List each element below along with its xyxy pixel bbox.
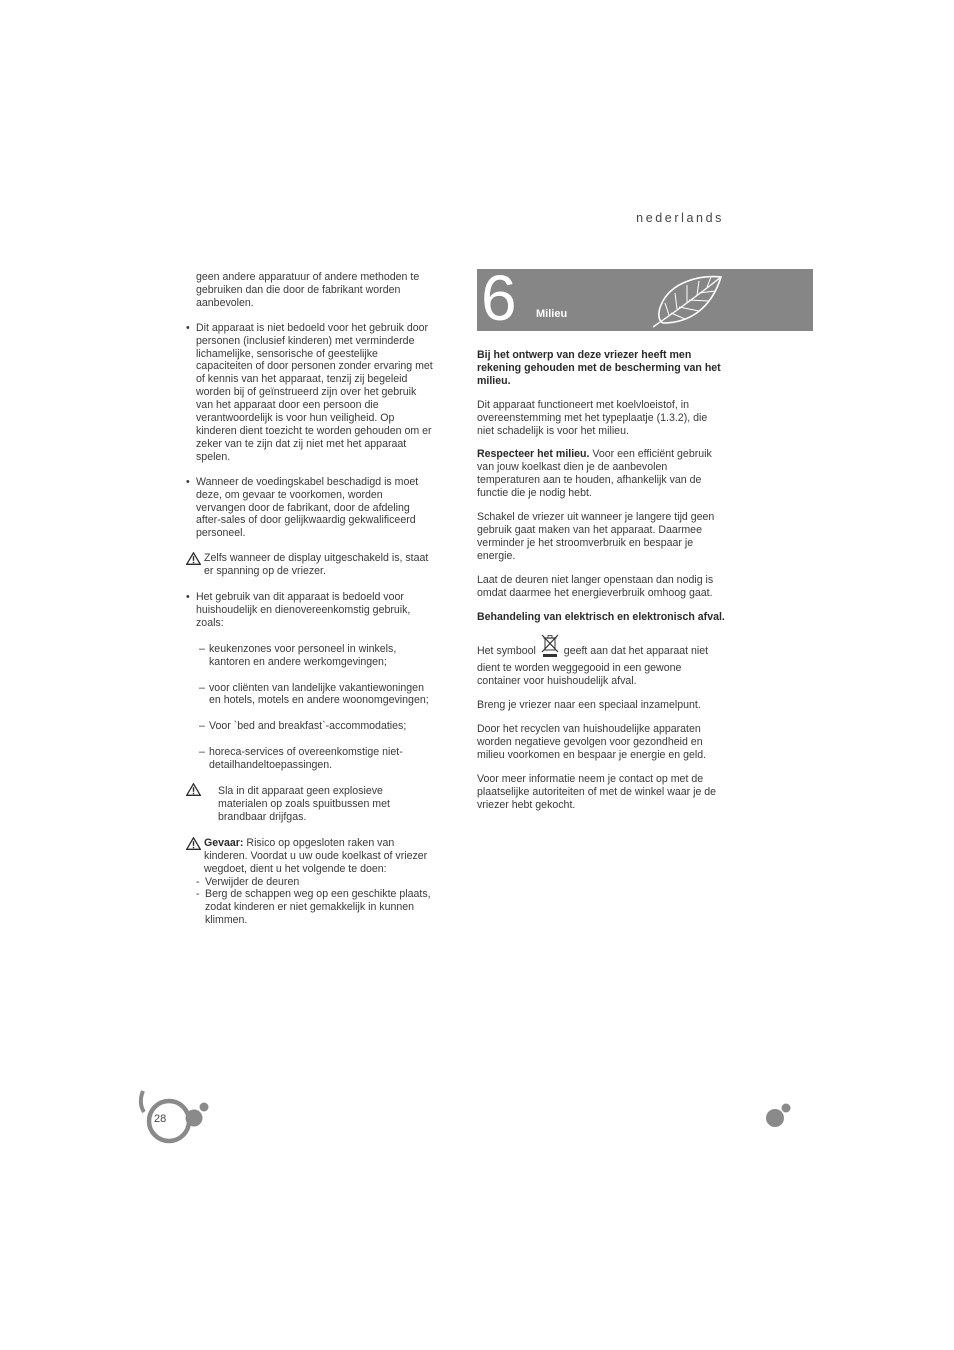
paragraph-more-info: Voor meer informatie neem je contact op met de plaatselijke autoriteiten of met de winkel waar je de vriezer hebt gekocht. [477,772,717,811]
paragraph-symbol [477,634,725,688]
bullet-marker: • [186,321,190,334]
dash-marker: – [199,720,205,733]
danger-step [186,888,434,927]
bullet-power-cable [186,476,434,541]
danger-step [186,876,434,889]
use-item [186,643,434,669]
paragraph-respect [477,448,725,500]
use-item [186,682,434,708]
warning-icon [186,837,201,854]
warning-explosive [186,785,434,824]
hyphen-marker: - [196,875,200,888]
paragraph-doors: Laat de deuren niet langer openstaan dan nodig is omdat daarmee het energieverbruik omhoog gaat. [477,573,714,599]
bullet-text: Dit apparaat is niet bedoeld voor het gebruik door personen (inclusief kinderen) met verminderde lichamelijke, sensorische of geestelijke capaciteiten of door personen zonder ervaring met of kennis van het apparaat, tenzij zij begeleid worden bij of geïnstrueerd zijn over het gebruik van het apparaat door een persoon die verantwoordelijk is voor hun veiligheid. Op kinderen dient toezicht te worden gehouden om er zeker van te zijn dat zij niet met het apparaat spelen. [196,321,433,463]
bullet-text: Het gebruik van dit apparaat is bedoeld voor huishoudelijk en dienovereenkomstig gebruik, zoals: [196,591,411,629]
hyphen-marker: - [196,888,200,901]
warning-text: Zelfs wanneer de display uitgeschakeld is, staat er spanning op de vriezer. [204,552,429,578]
page-number-badge-icon [138,1088,218,1148]
waste-heading: Behandeling van elektrisch en elektronisch afval. [477,610,725,623]
warning-icon [186,552,201,569]
crossed-bin-icon [540,634,560,662]
symbol-text-after: geeft aan dat het apparaat niet dient te worden weggegooid in een gewone container voor huishoudelijk afval. [477,645,709,688]
section-banner [477,262,813,334]
dash-marker: – [199,746,205,759]
intro-continuation: geen andere apparatuur of andere methoden te gebruiken dan die door de fabrikant worden aanbevolen. [196,271,420,309]
paragraph-refrigerant: Dit apparaat functioneert met koelvloeistof, in overeenstemming met het typeplaatje (1.3.2), die niet schadelijk is voor het milieu. [477,398,708,437]
dash-marker: – [199,681,205,694]
danger-step-text: Berg de schappen weg op een geschikte plaats, zodat kinderen er niet gemakkelijk in kunnen klimmen. [205,888,431,927]
paragraph-switch-off: Schakel de vriezer uit wanneer je langere tijd geen gebruik gaat maken van het apparaat. Daarmee verminder je het stroomverbruik en bespaar je energie. [477,511,715,562]
use-item-text: voor cliënten van landelijke vakantiewoningen en hotels, motels en andere woonomgevingen; [209,681,429,707]
dash-marker: – [199,642,205,655]
bullet-supervision [186,322,434,464]
decorative-dots-icon [760,1098,800,1132]
paragraph-collection: Breng je vriezer naar een speciaal inzamelpunt. [477,699,701,712]
use-item-text: keukenzones voor personeel in winkels, kantoren en andere werkomgevingen; [209,642,397,668]
respect-text: Voor een efficiënt gebruik van jouw koelkast dien je de aanbevolen temperaturen aan te houden, afhankelijk van de functie die je nodig hebt. [477,448,712,500]
symbol-text-before: Het symbool [477,645,536,658]
danger-label: Gevaar: [204,836,244,849]
danger-step-text: Verwijder de deuren [205,875,300,888]
paragraph-recycling: Door het recyclen van huishoudelijke apparaten worden negatieve gevolgen voor gezondheid en milieu voorkomen en bespaar je energie en geld. [477,723,707,761]
respect-heading: Respecteer het milieu. [477,448,590,461]
leaf-icon [649,273,724,334]
use-item-text: horeca-services of overeenkomstige niet-detailhandeltoepassingen. [209,746,403,772]
danger-text: Risico op opgesloten raken van kinderen. Voordat u uw oude koelkast of vriezer wegdoet, dient u het volgende te doen: [204,836,428,875]
lead-paragraph: Bij het ontwerp van deze vriezer heeft men rekening gehouden met de bescherming van het milieu. [477,349,721,387]
danger-warning [186,837,434,876]
warning-display [186,552,434,578]
warning-icon [186,783,201,800]
page-number: 28 [154,1113,167,1125]
left-column [186,271,434,927]
language-label: nederlands [636,211,724,225]
bullet-marker: • [186,475,190,488]
warning-text: Sla in dit apparaat geen explosieve materialen op zoals spuitbussen met brandbaar drijfgas. [218,785,390,823]
bullet-text: Wanneer de voedingskabel beschadigd is moet deze, om gevaar te voorkomen, worden vervangen door de fabrikant, door de afdeling after-sales of door gelijkwaardig gekwalificeerd personeel. [196,475,419,540]
section-number: 6 [481,262,517,334]
section-title: Milieu [536,308,568,320]
use-item [186,746,434,772]
bullet-marker: • [186,591,190,604]
use-item [186,720,434,733]
use-item-text: Voor `bed and breakfast`-accommodaties; [209,720,407,733]
bullet-household-use [186,591,434,630]
right-column [477,349,725,811]
